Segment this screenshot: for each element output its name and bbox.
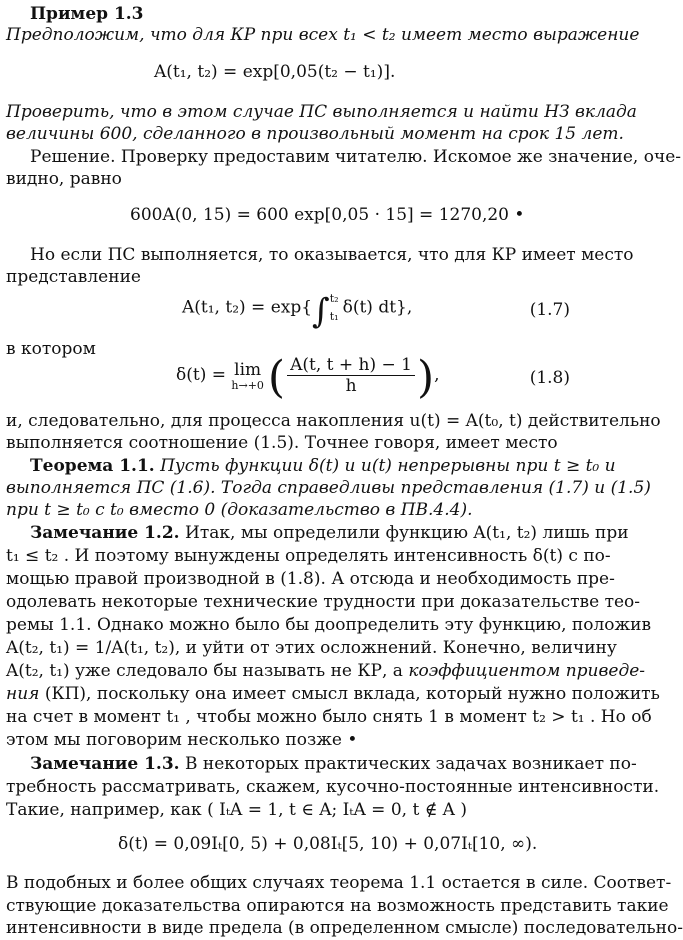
remark-line: интенсивности в виде предела (в определенном смысле) последовательно-	[6, 918, 683, 938]
remark-line: мощью правой производной в (1.8). А отсюда и необходимость пре-	[6, 569, 615, 589]
formula-future-value: 600A(0, 15) = 600 exp[0,05 · 15] = 1270,20 •	[130, 205, 525, 225]
equation-number: (1.8)	[529, 368, 570, 388]
remark-text: В некоторых практических задачах возникает по-	[185, 754, 637, 774]
fraction	[287, 355, 415, 396]
example-statement: Предположим, что для КР при всех t₁ < t₂ имеет место выражение	[6, 25, 640, 45]
fraction-numerator: A(t, t + h) − 1	[287, 355, 415, 376]
task-line: Проверить, что в этом случае ПС выполняется и найти НЗ вклада	[6, 102, 637, 122]
term-italic: коэффициентом приведе-	[408, 661, 646, 681]
paragraph-line: выполняется соотношение (1.5). Точнее говоря, имеет место	[6, 433, 558, 453]
paragraph-line: Но если ПС выполняется, то оказывается, что для КР имеет место	[30, 245, 634, 265]
solution-line: Решение. Проверку предоставим читателю. Искомое же значение, оче-	[30, 147, 682, 167]
task-line: величины 600, сделанного в произвольный момент на срок 15 лет.	[6, 124, 624, 144]
left-paren: (	[267, 352, 286, 403]
formula-1-8-comma: ,	[434, 365, 440, 385]
theorem-line: при t ≥ t₀ с t₀ вместо 0 (доказательство в ПВ.4.4).	[6, 500, 473, 520]
remark-line: одолевать некоторые технические трудности при доказательстве тео-	[6, 592, 641, 612]
remark-line: на счет в момент t₁ , чтобы можно было снять 1 в момент t₂ > t₁ . Но об	[6, 707, 652, 727]
remark-line	[30, 522, 629, 544]
remark-text: (КП), поскольку она имеет смысл вклада, который нужно положить	[44, 684, 660, 704]
theorem-line	[30, 455, 616, 477]
formula-piecewise-intensity: δ(t) = 0,09Iₜ[0, 5) + 0,08Iₜ[5, 10) + 0,07Iₜ[10, ∞).	[118, 834, 538, 854]
remark-text: A(t₂, t₁) уже следовало бы называть не КР, а	[6, 661, 403, 681]
theorem-label: Теорема 1.1.	[30, 456, 155, 476]
equation-number: (1.7)	[529, 300, 570, 320]
solution-line: видно, равно	[6, 169, 122, 189]
formula-1-8-left: δ(t) =	[176, 365, 226, 385]
integral-upper-limit: t₂	[329, 292, 339, 305]
remark-line: этом мы поговорим несколько позже •	[6, 730, 358, 750]
limit-operator	[231, 360, 264, 391]
integral-sign: ∫	[312, 291, 330, 332]
remark-label: Замечание 1.3.	[30, 754, 180, 774]
remark-line: требность рассматривать, скажем, кусочно-постоянные интенсивности.	[6, 777, 660, 797]
fraction-denominator: h	[345, 376, 357, 396]
theorem-line: выполняется ПС (1.6). Тогда справедливы представления (1.7) и (1.5)	[6, 478, 651, 498]
lim-label: lim	[234, 360, 262, 380]
lim-subscript: h→+0	[231, 379, 264, 392]
remark-line: В подобных и более общих случаях теорема 1.1 остается в силе. Соответ-	[6, 873, 672, 893]
formula-1-7	[182, 290, 412, 332]
theorem-text: Пусть функции δ(t) и u(t) непрерывны при t ≥ t₀ и	[160, 456, 616, 476]
paragraph-line: и, следовательно, для процесса накопления u(t) = A(t₀, t) действительно	[6, 411, 661, 431]
remark-line: A(t₂, t₁) = 1/A(t₁, t₂), и уйти от этих осложнений. Конечно, величину	[6, 638, 617, 658]
paragraph-line: представление	[6, 267, 141, 287]
remark-line: ствующие доказательства опираются на возможность представить такие	[6, 896, 669, 916]
remark-line	[6, 683, 660, 705]
paragraph-line: в котором	[6, 339, 96, 359]
formula-1-8	[176, 352, 440, 403]
remark-line: Такие, например, как ( IₜA = 1, t ∈ A; IₜA = 0, t ∉ A )	[6, 800, 467, 820]
right-paren: )	[416, 352, 435, 403]
formula-1-7-right: δ(t) dt},	[342, 297, 413, 318]
example-heading: Пример 1.3	[30, 4, 144, 24]
remark-line: ремы 1.1. Однако можно было бы доопределить эту функцию, положив	[6, 615, 652, 635]
integral-lower-limit: t₁	[329, 310, 339, 323]
remark-label: Замечание 1.2.	[30, 523, 180, 543]
remark-line	[6, 660, 646, 682]
remark-line: t₁ ≤ t₂ . И поэтому вынуждены определять интенсивность δ(t) с по-	[6, 546, 611, 566]
term-italic: ния	[6, 684, 40, 704]
remark-line	[30, 753, 637, 775]
remark-text: Итак, мы определили функцию A(t₁, t₂) лишь при	[185, 523, 629, 543]
formula-1-7-left: A(t₁, t₂) = exp{	[182, 297, 313, 318]
formula-example-accumulation: A(t₁, t₂) = exp[0,05(t₂ − t₁)].	[154, 62, 396, 82]
